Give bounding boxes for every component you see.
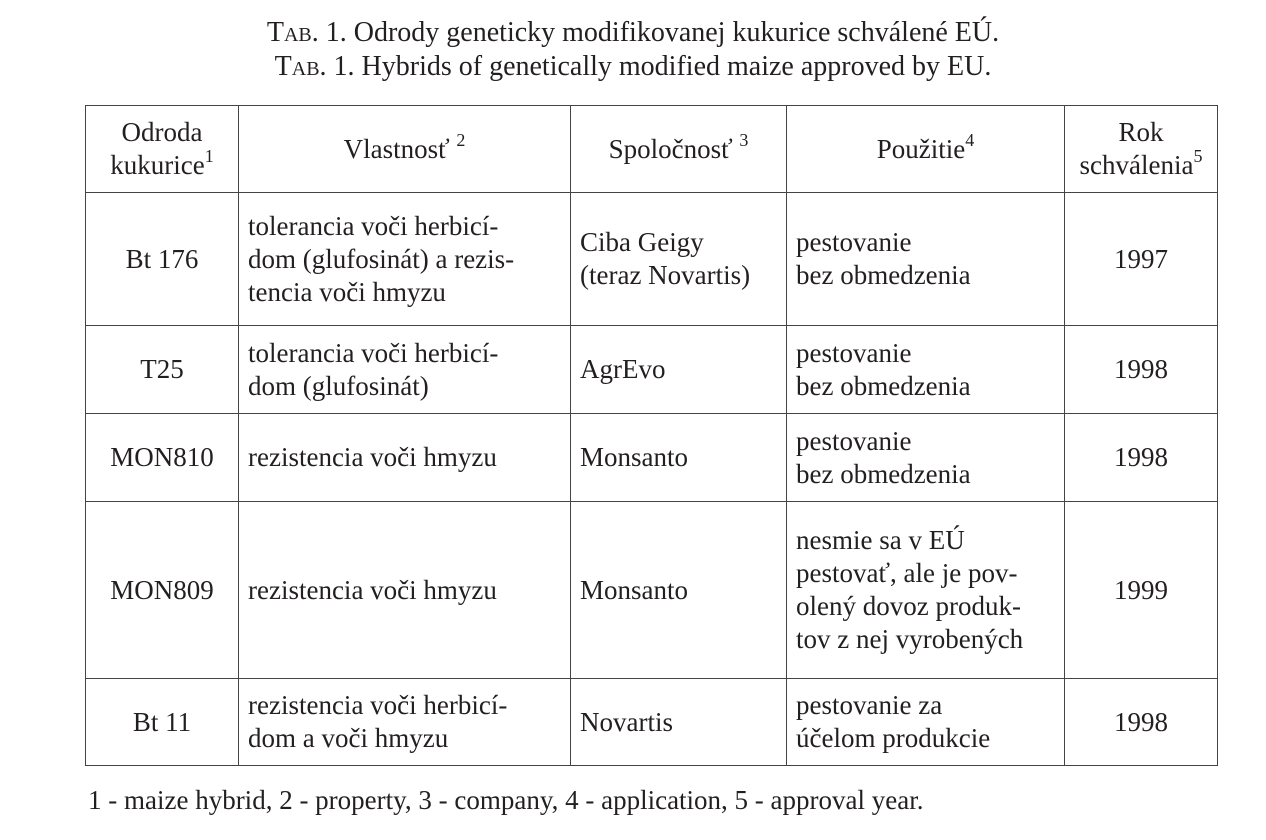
- table-caption-slovak: [0, 16, 1266, 50]
- cell-application: pestovanie bez obmedzenia: [787, 326, 1065, 414]
- cell-company: Monsanto: [571, 502, 787, 679]
- header-company: Spoločnosť $^3$: [571, 106, 787, 193]
- cell-application: pestovanie bez obmedzenia: [787, 193, 1065, 326]
- cell-hybrid: MON810: [86, 414, 239, 502]
- caption-prefix: Tab.: [266, 17, 319, 48]
- cell-company: Novartis: [571, 679, 787, 766]
- cell-application: pestovanie bez obmedzenia: [787, 414, 1065, 502]
- header-approval-year: Rok schválenia$^5$: [1065, 106, 1218, 193]
- cell-property: rezistencia voči hmyzu: [239, 502, 571, 679]
- cell-hybrid: Bt 176: [86, 193, 239, 326]
- cell-year: 1998: [1065, 326, 1218, 414]
- header-property: Vlastnosť $^2$: [239, 106, 571, 193]
- table-row: [86, 326, 1218, 414]
- maize-hybrids-table: [85, 105, 1218, 766]
- cell-company: Monsanto: [571, 414, 787, 502]
- cell-year: 1998: [1065, 679, 1218, 766]
- cell-hybrid: Bt 11: [86, 679, 239, 766]
- caption-text: 1. Hybrids of genetically modified maize approved by EU.: [326, 51, 992, 82]
- cell-property: tolerancia voči herbicí- dom (glufosinát) a rezis- tencia voči hmyzu: [239, 193, 571, 326]
- header-row: [86, 106, 1218, 193]
- cell-year: 1997: [1065, 193, 1218, 326]
- table-row: [86, 193, 1218, 326]
- cell-hybrid: T25: [86, 326, 239, 414]
- caption-prefix: Tab.: [274, 51, 327, 82]
- header-application: Použitie$^4$: [787, 106, 1065, 193]
- table-footnote: 1 - maize hybrid, 2 - property, 3 - company, 4 - application, 5 - approval year.: [88, 785, 924, 815]
- cell-year: 1999: [1065, 502, 1218, 679]
- cell-year: 1998: [1065, 414, 1218, 502]
- cell-application: pestovanie za účelom produkcie: [787, 679, 1065, 766]
- cell-company: AgrEvo: [571, 326, 787, 414]
- caption-text: 1. Odrody geneticky modifikovanej kukurice schválené EÚ.: [318, 17, 1000, 48]
- cell-property: rezistencia voči hmyzu: [239, 414, 571, 502]
- table-caption-english: [0, 50, 1266, 84]
- cell-hybrid: MON809: [86, 502, 239, 679]
- table-row: [86, 414, 1218, 502]
- cell-application: nesmie sa v EÚ pestovať, ale je pov- olený dovoz produk- tov z nej vyrobených: [787, 502, 1065, 679]
- table-row: [86, 679, 1218, 766]
- table-row: [86, 502, 1218, 679]
- header-hybrid: Odroda kukurice$^1$: [86, 106, 239, 193]
- cell-property: tolerancia voči herbicí- dom (glufosinát): [239, 326, 571, 414]
- cell-property: rezistencia voči herbicí- dom a voči hmyzu: [239, 679, 571, 766]
- cell-company: Ciba Geigy (teraz Novartis): [571, 193, 787, 326]
